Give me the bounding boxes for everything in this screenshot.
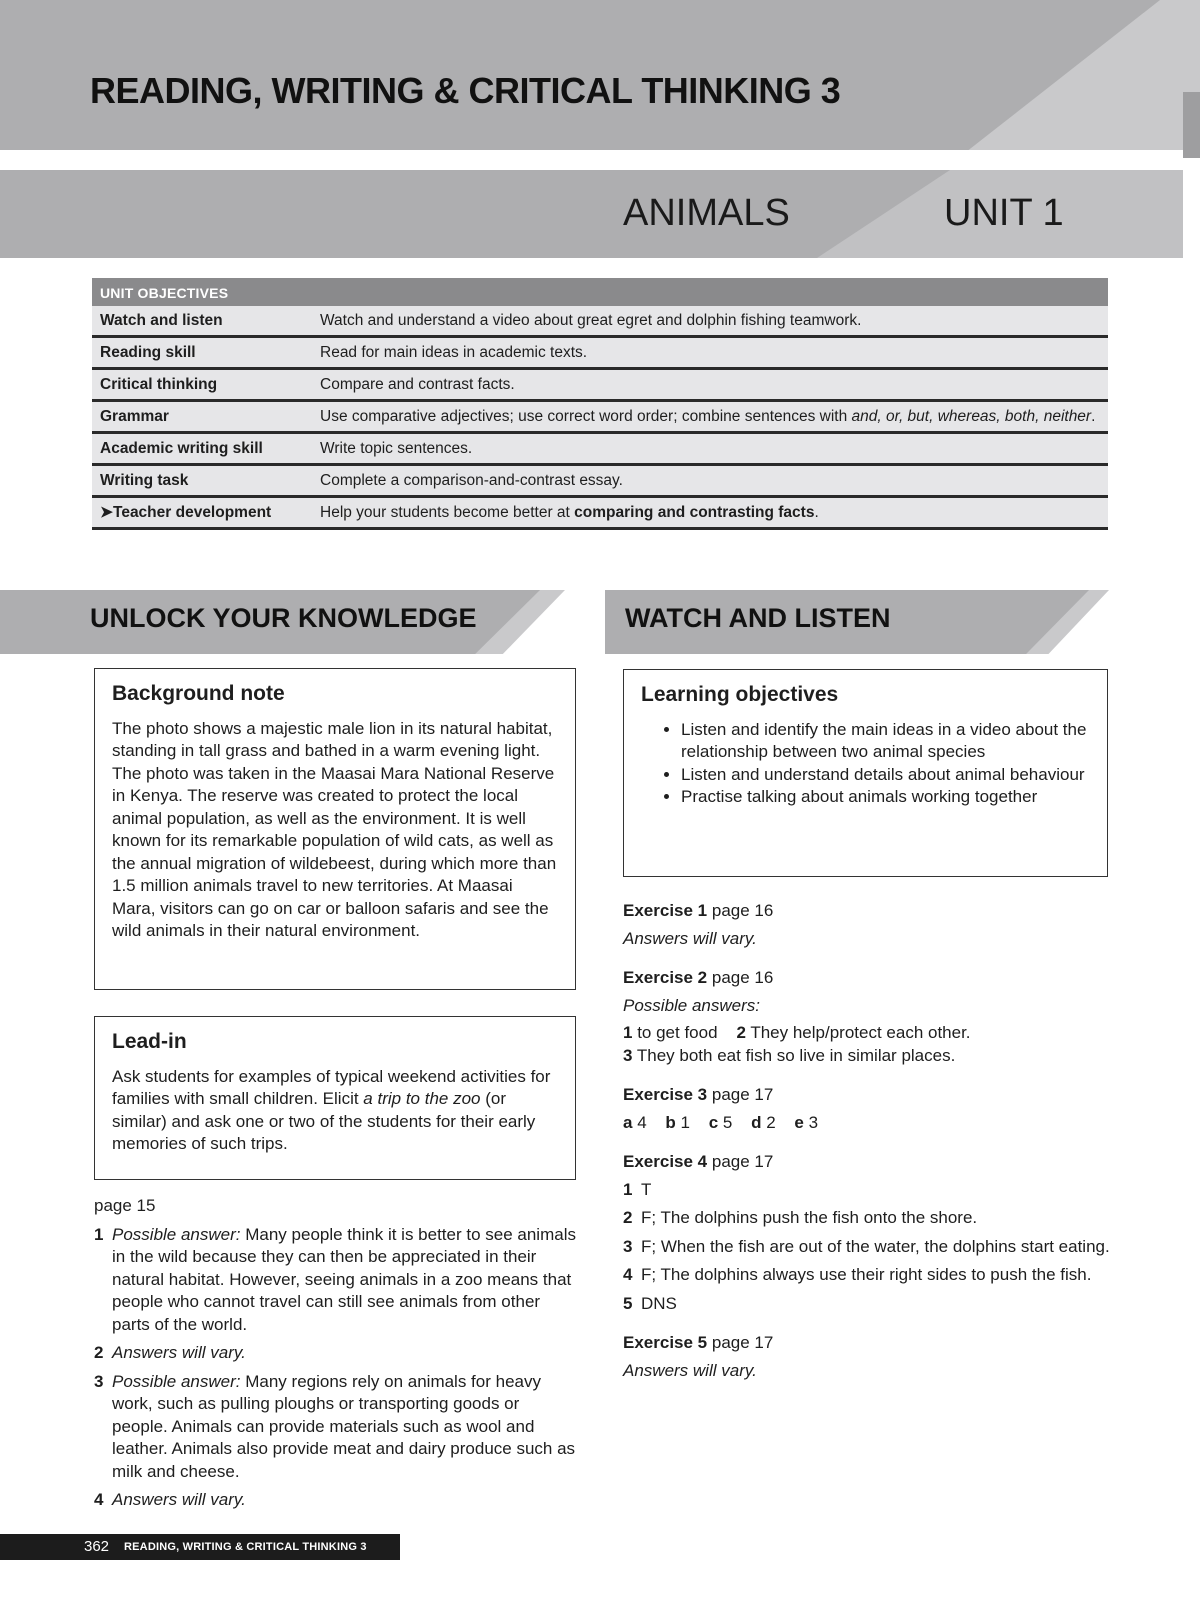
- answer-number: 3: [623, 1045, 633, 1065]
- lead-in-text-b: (or similar) and ask one or two of the students for their early memories of such trips.: [112, 1089, 536, 1153]
- list-item: [623, 1179, 1113, 1202]
- match-value: 1: [675, 1112, 690, 1132]
- teacher-text: Help your students become better at: [320, 504, 575, 521]
- table-row: [92, 465, 1108, 497]
- table-row: [92, 433, 1108, 465]
- table-row: [92, 306, 1108, 337]
- list-item: [623, 1293, 1113, 1316]
- list-item: • Listen and identify the main ideas in a video about the relationship between two animal species: [681, 719, 1090, 764]
- answer-text: They both eat fish so live in similar places.: [632, 1045, 956, 1065]
- match-pair: [709, 1112, 733, 1135]
- exercise-page: page 16: [707, 968, 774, 987]
- learning-objectives-list: [641, 719, 1090, 809]
- answer-number: 2: [94, 1343, 104, 1362]
- match-letter: a: [623, 1112, 633, 1132]
- list-item: [94, 1342, 578, 1365]
- lead-in-box: [94, 1016, 576, 1180]
- exercise-label: Exercise 5: [623, 1333, 708, 1352]
- answer-number: 2: [736, 1023, 746, 1042]
- exercise-label: Exercise 1: [623, 901, 708, 920]
- answer-number: 2: [623, 1208, 633, 1227]
- grammar-text: Use comparative adjectives; use correct word order; combine sentences with: [320, 408, 852, 425]
- exercise-page: page 17: [707, 1333, 774, 1352]
- table-row: [92, 497, 1108, 529]
- exercise-intro: Possible answers:: [623, 995, 761, 1015]
- exercise-answer-line: [623, 1112, 1113, 1135]
- answer-number: 3: [623, 1236, 633, 1256]
- lead-in-italic: a trip to the zoo: [363, 1089, 481, 1108]
- background-note-heading: Background note: [112, 682, 285, 705]
- match-value: 2: [761, 1112, 776, 1132]
- teacher-development-label: Teacher development: [113, 504, 272, 521]
- match-value: 4: [632, 1112, 647, 1132]
- answer-text: F; The dolphins always use their right sides to push the fish.: [641, 1265, 1092, 1284]
- match-letter: e: [794, 1112, 804, 1132]
- unit-band-dark: [0, 170, 950, 258]
- unit-objectives-table: [92, 278, 1108, 530]
- match-pair: [751, 1112, 776, 1135]
- objective-value: Watch and understand a video about great egret and dolphin fishing teamwork.: [312, 306, 1108, 337]
- list-item: [623, 1264, 1113, 1287]
- answer-prefix: Answers will vary.: [112, 1490, 246, 1509]
- answer-text: DNS: [641, 1293, 677, 1313]
- table-row: [92, 369, 1108, 401]
- answer-number: 3: [94, 1371, 104, 1391]
- lead-in-heading: Lead-in: [112, 1030, 187, 1053]
- match-letter: c: [708, 1112, 719, 1132]
- answer-number: 1: [623, 1023, 633, 1042]
- grammar-end: .: [1091, 408, 1096, 425]
- exercise-5: [623, 1332, 1113, 1382]
- teacher-bold: comparing and contrasting facts: [574, 504, 815, 521]
- watch-answers: [623, 900, 1113, 1399]
- objective-value: Write topic sentences.: [312, 433, 1108, 465]
- header-tab: [1183, 92, 1200, 158]
- background-note-text: The photo shows a majestic male lion in its natural habitat, standing in tall grass and bathed in a warm evening light. The photo was taken in the Maasai Mara National Reserve in Kenya. The reserve was created to protect the local animal population, as well as the environment. It is well known for its remarkable population of wild cats, as well as the annual migration of wildebeest, during which more than 1.5 million animals travel to new territories. At Maasai Mara, visitors can go on car or balloon safaris and see the wild animals in their natural environment.: [112, 718, 557, 940]
- list-item: [94, 1224, 578, 1337]
- exercise-heading: [623, 967, 1113, 990]
- objective-label: Reading skill: [92, 337, 312, 369]
- background-note-box: [94, 668, 576, 990]
- match-value: 3: [803, 1112, 819, 1132]
- objective-value: Compare and contrast facts.: [312, 369, 1108, 401]
- teacher-end: .: [814, 504, 819, 521]
- exercise-answer: Answers will vary.: [623, 1360, 757, 1380]
- footer-title: READING, WRITING & CRITICAL THINKING 3: [124, 1541, 367, 1553]
- list-item: • Listen and understand details about animal behaviour: [681, 764, 1090, 787]
- match-value: 5: [718, 1112, 733, 1132]
- unit-topic: ANIMALS: [623, 192, 790, 234]
- objective-label: Grammar: [92, 401, 312, 433]
- answer-text: [112, 1489, 578, 1512]
- exercise-4: [623, 1151, 1113, 1315]
- book-title: READING, WRITING & CRITICAL THINKING 3: [90, 70, 841, 111]
- list-item: [94, 1489, 578, 1512]
- match-letter: b: [665, 1112, 676, 1132]
- lead-in-text: [112, 1066, 558, 1156]
- answer-text: to get food: [632, 1023, 718, 1042]
- answer-prefix: Answers will vary.: [112, 1343, 246, 1362]
- match-letter: d: [751, 1112, 762, 1132]
- objective-label: Watch and listen: [92, 306, 312, 337]
- exercise-answer-line: [623, 1045, 1113, 1068]
- exercise-page: page 16: [707, 901, 774, 920]
- objective-value: Read for main ideas in academic texts.: [312, 337, 1108, 369]
- match-pair: [665, 1112, 690, 1135]
- answer-prefix: Possible answer:: [112, 1371, 241, 1391]
- exercise-page: page 17: [707, 1085, 774, 1104]
- answer-body: Many regions rely on animals for heavy work, such as pulling ploughs or transporting goods or people. Animals can provide materials such as wool and leather. Animals also provide meat and dairy produce such as milk and cheese.: [112, 1371, 576, 1481]
- match-pair: [794, 1112, 818, 1135]
- answer-text: [112, 1342, 578, 1365]
- watch-title: WATCH AND LISTEN: [625, 603, 891, 633]
- answer-number: 1: [623, 1179, 633, 1199]
- answer-text: [112, 1224, 578, 1337]
- lead-in-text-a: Ask students for examples of typical weekend activities for families with small children. Elicit: [112, 1066, 551, 1108]
- unlock-title-rest: YOUR KNOWLEDGE: [205, 603, 477, 633]
- page-reference: page 15: [94, 1196, 156, 1215]
- answer-number: 4: [623, 1265, 633, 1284]
- unlock-title: [90, 603, 477, 634]
- exercise-label: Exercise 4: [623, 1152, 708, 1171]
- exercise-heading: [623, 1332, 1113, 1355]
- answer-number: 4: [94, 1490, 104, 1509]
- list-item: [623, 1207, 1113, 1230]
- answer-body: Many people think it is better to see animals in the wild because they can then be appreciated in their natural habitat. However, seeing animals in a zoo means that people who cannot travel can still see animals from other parts of the world.: [112, 1224, 576, 1334]
- objective-value: Complete a comparison-and-contrast essay.: [312, 465, 1108, 497]
- learning-objectives-heading: Learning objectives: [641, 683, 839, 706]
- page-number: 362: [84, 1538, 110, 1555]
- list-item: [623, 1236, 1113, 1259]
- exercise-label: Exercise 2: [623, 968, 708, 987]
- list-item: [94, 1371, 578, 1484]
- objective-label-teacher: [92, 497, 312, 529]
- match-pair: [623, 1112, 647, 1135]
- answer-text: T: [641, 1179, 652, 1199]
- exercise-answer-line: [623, 1022, 1113, 1045]
- learning-objectives-box: [623, 669, 1108, 877]
- unit-number: UNIT 1: [944, 192, 1064, 234]
- exercise-heading: [623, 900, 1113, 923]
- objective-value: [312, 401, 1108, 433]
- answer-text: They help/protect each other.: [745, 1023, 971, 1042]
- unlock-logo-text: UNLOCK: [90, 603, 206, 633]
- unlock-answers: [94, 1195, 578, 1518]
- objective-value: [312, 497, 1108, 529]
- answer-number: 1: [94, 1224, 104, 1244]
- table-row: [92, 337, 1108, 369]
- objective-label: Academic writing skill: [92, 433, 312, 465]
- exercise-3: [623, 1084, 1113, 1134]
- objective-label: Writing task: [92, 465, 312, 497]
- exercise-heading: [623, 1084, 1113, 1107]
- exercise-heading: [623, 1151, 1113, 1174]
- answer-number: 5: [623, 1293, 633, 1313]
- table-row: [92, 401, 1108, 433]
- exercise-label: Exercise 3: [623, 1085, 708, 1104]
- exercise-1: [623, 900, 1113, 950]
- answer-text: F; The dolphins push the fish onto the shore.: [641, 1208, 978, 1227]
- list-item: • Practise talking about animals working together: [681, 786, 1090, 809]
- objective-label: Critical thinking: [92, 369, 312, 401]
- answer-text: [112, 1371, 578, 1484]
- grammar-conjunctions: and, or, but, whereas, both, neither: [851, 408, 1092, 425]
- exercise-2: [623, 967, 1113, 1067]
- answer-prefix: Possible answer:: [112, 1224, 241, 1244]
- teacher-development-icon: ➤: [100, 504, 113, 521]
- exercise-answer: Answers will vary.: [623, 928, 757, 948]
- answer-text: F; When the fish are out of the water, the dolphins start eating.: [641, 1236, 1110, 1256]
- exercise-page: page 17: [707, 1152, 774, 1171]
- objectives-heading: UNIT OBJECTIVES: [92, 278, 1108, 306]
